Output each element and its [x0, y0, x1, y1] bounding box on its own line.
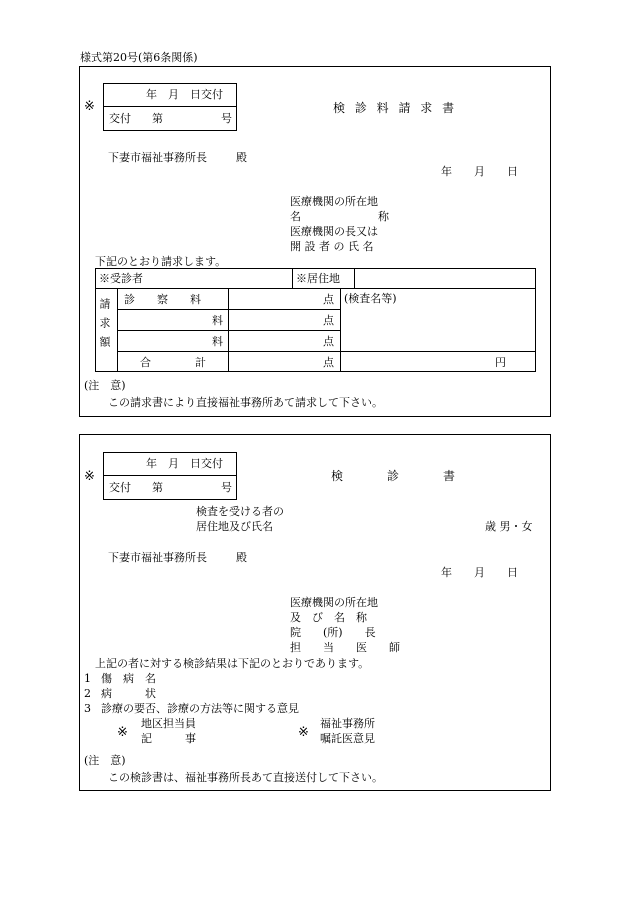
- record-label: 記 事: [141, 732, 196, 745]
- residence-label: ※居住地: [296, 272, 340, 285]
- exam-form-title-a: 検: [331, 469, 344, 483]
- mark-symbol: ※: [117, 725, 128, 740]
- institution-name-label: 及 び 名 称: [290, 611, 367, 624]
- points-unit-1: 点: [323, 293, 334, 306]
- note-title: (注 意): [84, 754, 126, 767]
- addressee: 下妻市福祉事務所長: [108, 151, 207, 164]
- mark-symbol: ※: [298, 725, 309, 740]
- mark-symbol: ※: [84, 99, 95, 114]
- note-text: この検診書は、福祉事務所長あて直接送付して下さい。: [108, 771, 383, 784]
- total-points-unit: 点: [323, 356, 334, 369]
- issue-date-label: 年 月 日交付: [146, 457, 223, 470]
- exam-intro: 上記の者に対する検診結果は下記のとおりであります。: [95, 657, 370, 670]
- claim-amount-label: 請求額: [98, 298, 111, 355]
- issue-label: 交付: [109, 481, 131, 494]
- patient-label: ※受診者: [99, 272, 143, 285]
- founder-name-label: 開 設 者 の 氏 名: [290, 240, 374, 253]
- exam-date: 年 月 日: [441, 566, 518, 579]
- issue-no-label: 第: [152, 481, 163, 494]
- item-no-3: 3: [84, 702, 91, 715]
- office-label: 福祉事務所: [320, 717, 375, 730]
- addressee: 下妻市福祉事務所長: [108, 551, 207, 564]
- yen-unit: 円: [495, 356, 506, 369]
- note-text: この請求書により直接福祉事務所あて請求して下さい。: [108, 396, 383, 409]
- consult-doctor-label: 嘱託医意見: [320, 732, 375, 745]
- issue-date-label: 年 月 日交付: [146, 88, 223, 101]
- claim-intro: 下記のとおり請求します。: [95, 255, 227, 268]
- director-label: 院 (所) 長: [290, 626, 376, 639]
- addressee-suffix: 殿: [236, 551, 247, 564]
- form-number: 様式第20号(第6条関係): [80, 51, 198, 64]
- points-unit-3: 点: [323, 335, 334, 348]
- issue-no-label: 第: [152, 112, 163, 125]
- exam-name-label: (検査名等): [344, 292, 397, 305]
- item-no-1: 1: [84, 672, 91, 685]
- mark-symbol: ※: [84, 469, 95, 484]
- institution-name-label-b: 称: [378, 210, 389, 223]
- institution-address-label: 医療機関の所在地: [290, 596, 378, 609]
- points-unit-2: 点: [323, 314, 334, 327]
- institution-address-label: 医療機関の所在地: [290, 195, 378, 208]
- exam-form-title-b: 診: [387, 469, 400, 483]
- addressee-suffix: 殿: [236, 151, 247, 164]
- exam-fee-label: 診 察 料: [124, 293, 201, 306]
- officer-label: 地区担当員: [141, 717, 196, 730]
- issue-no-suffix: 号: [221, 112, 232, 125]
- item-no-2: 2: [84, 687, 91, 700]
- age-sex-label: 歳 男・女: [485, 520, 533, 533]
- institution-head-label: 医療機関の長又は: [290, 225, 378, 238]
- fee-label-2: 料: [212, 314, 223, 327]
- issue-label: 交付: [109, 112, 131, 125]
- total-label: 合 計: [140, 356, 206, 369]
- claim-date: 年 月 日: [441, 165, 518, 178]
- fee-label-3: 料: [212, 335, 223, 348]
- item-opinion: 診療の要否、診療の方法等に関する意見: [101, 702, 299, 715]
- note-title: (注 意): [84, 379, 126, 392]
- issue-no-suffix: 号: [221, 481, 232, 494]
- item-diagnosis: 傷 病 名: [101, 672, 156, 685]
- item-condition: 病 状: [101, 687, 156, 700]
- exam-form-title-c: 書: [443, 469, 456, 483]
- institution-name-label-a: 名: [290, 210, 301, 223]
- claim-form-title: 検 診 料 請 求 書: [333, 101, 458, 115]
- subject-label-2: 居住地及び氏名: [196, 520, 273, 533]
- subject-label-1: 検査を受ける者の: [196, 505, 284, 518]
- doctor-label: 担 当 医 師: [290, 641, 400, 654]
